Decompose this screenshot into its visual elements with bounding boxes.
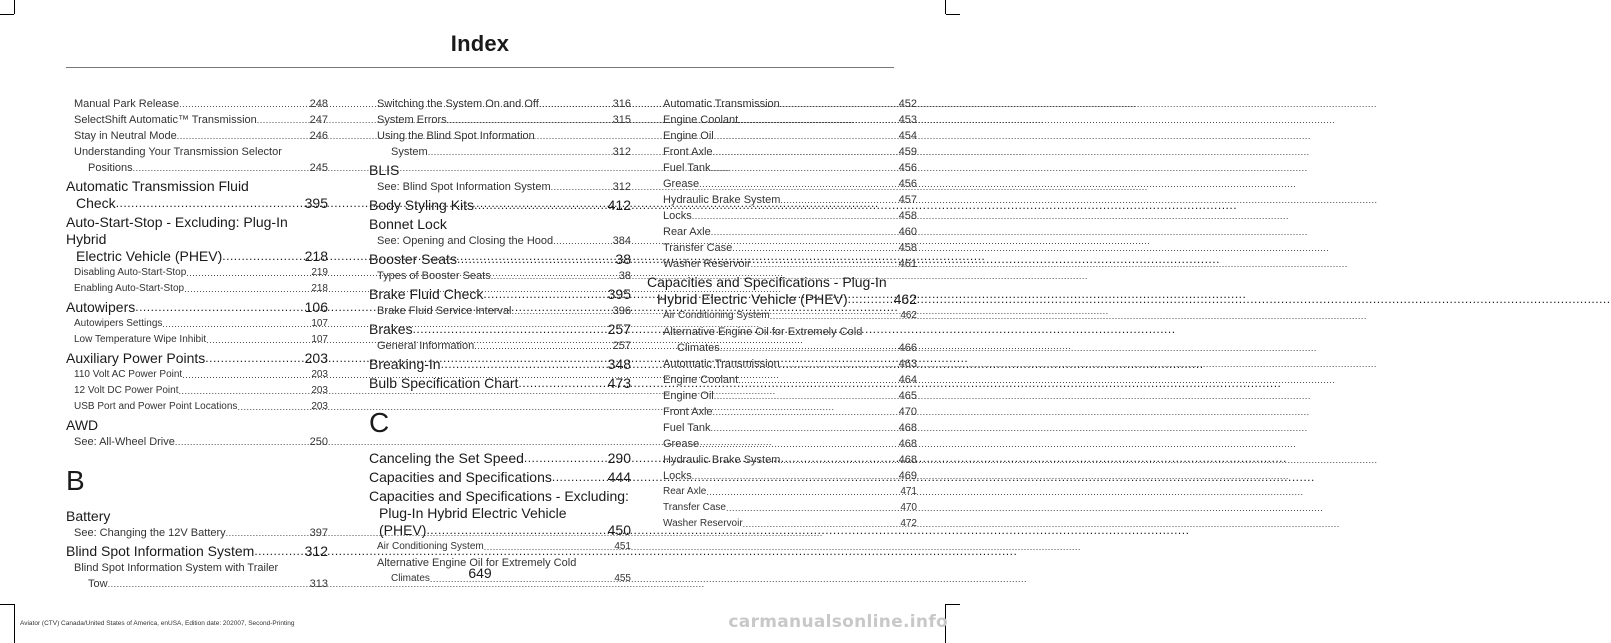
index-entry[interactable]: Switching the System On and Off ..... 316 — [369, 96, 631, 112]
index-entry[interactable]: Washer Reservoir ..... 472 — [655, 516, 917, 532]
index-column-2 — [369, 96, 631, 587]
index-heading: Capacities and Specifications - Plug-In — [647, 274, 887, 290]
crop-mark — [946, 14, 960, 15]
page-number: 649 — [468, 565, 492, 581]
index-entry-label: Blind Spot Information System with Trailer — [74, 562, 279, 574]
title-rule — [66, 67, 894, 68]
index-heading: Battery — [66, 508, 111, 524]
index-heading: Bonnet Lock — [369, 216, 447, 232]
index-heading: Auto-Start-Stop - Excluding: Plug-In Hybrid — [66, 214, 288, 247]
index-entry[interactable]: Tow ..... 313 — [66, 576, 328, 592]
index-entry[interactable]: Engine Oil ..... 454 — [655, 128, 917, 144]
index-entry[interactable]: Air Conditioning System ..... 462 — [655, 308, 917, 324]
index-heading: Automatic Transmission Fluid — [66, 178, 249, 194]
index-entry[interactable]: Autowipers Settings ..... 107 — [66, 316, 328, 332]
index-entry[interactable]: Rear Axle ..... 471 — [655, 484, 917, 500]
index-entry[interactable]: Hybrid Electric Vehicle (PHEV) ..... 462 — [655, 291, 917, 308]
index-entry[interactable]: Capacities and Specifications ..... 444 — [369, 469, 631, 486]
index-entry[interactable]: Fuel Tank ..... 468 — [655, 420, 917, 436]
index-entry[interactable]: System ..... 312 — [369, 144, 631, 160]
crop-mark — [945, 0, 946, 14]
index-entry[interactable]: SelectShift Automatic™ Transmission ..... 247 — [66, 112, 328, 128]
section-letter: B — [66, 465, 85, 496]
index-entry[interactable]: System Errors ..... 315 — [369, 112, 631, 128]
index-entry[interactable]: Body Styling Kits ..... 412 — [369, 197, 631, 214]
index-entry[interactable]: 110 Volt AC Power Point ..... 203 — [66, 367, 328, 383]
index-entry[interactable]: Hydraulic Brake System ..... 468 — [655, 452, 917, 468]
index-heading: Capacities and Specifications - Excluding: — [369, 488, 629, 504]
index-entry[interactable]: Engine Oil ..... 465 — [655, 388, 917, 404]
index-entry[interactable]: Positions ..... 245 — [66, 160, 328, 176]
index-entry-label: Understanding Your Transmission Selector — [74, 146, 282, 158]
index-entry[interactable]: Transfer Case ..... 470 — [655, 500, 917, 516]
index-entry[interactable]: Front Axle ..... 459 — [655, 144, 917, 160]
page-title: Index — [450, 31, 510, 56]
index-entry[interactable]: Check ..... 395 — [66, 195, 328, 212]
index-entry[interactable]: Stay in Neutral Mode ..... 246 — [66, 128, 328, 144]
crop-mark — [946, 604, 960, 605]
index-entry[interactable]: Autowipers ..... 106 — [66, 299, 328, 316]
index-entry[interactable]: Auxiliary Power Points ..... 203 — [66, 350, 328, 367]
index-entry-label: Using the Blind Spot Information — [377, 130, 535, 142]
index-entry[interactable]: Engine Coolant ..... 464 — [655, 372, 917, 388]
crop-mark — [14, 0, 15, 14]
edition-footer: Aviator (CTV) Canada/United States of America, enUSA, Edition date: 202007, Second-Printing — [20, 620, 295, 627]
index-entry[interactable]: Locks ..... 458 — [655, 208, 917, 224]
index-entry[interactable]: Automatic Transmission ..... 463 — [655, 356, 917, 372]
crop-mark — [0, 604, 14, 605]
index-entry[interactable]: Enabling Auto-Start-Stop ..... 218 — [66, 281, 328, 297]
index-entry[interactable]: Front Axle ..... 470 — [655, 404, 917, 420]
index-entry[interactable]: Canceling the Set Speed ..... 290 — [369, 450, 631, 467]
index-entry[interactable]: Electric Vehicle (PHEV) ..... 218 — [66, 248, 328, 265]
index-entry[interactable]: Bulb Specification Chart ..... 473 — [369, 375, 631, 392]
index-entry[interactable]: Blind Spot Information System ..... 312 — [66, 543, 328, 560]
index-entry[interactable]: Grease ..... 456 — [655, 176, 917, 192]
index-entry[interactable]: USB Port and Power Point Locations ..... 203 — [66, 399, 328, 415]
index-entry[interactable]: See: Blind Spot Information System ..... 312 — [369, 179, 631, 195]
index-entry-label: Alternative Engine Oil for Extremely Cold — [663, 326, 863, 338]
index-entry[interactable]: Brake Fluid Check ..... 395 — [369, 286, 631, 303]
crop-mark — [0, 14, 14, 15]
crop-mark — [14, 604, 15, 643]
index-entry[interactable]: Rear Axle ..... 460 — [655, 224, 917, 240]
index-entry[interactable]: Booster Seats ..... 38 — [369, 251, 631, 268]
index-entry[interactable]: Grease ..... 468 — [655, 436, 917, 452]
watermark: carmanualsonline.info — [728, 612, 948, 632]
index-entry[interactable]: Manual Park Release ..... 248 — [66, 96, 328, 112]
index-entry-label: Alternative Engine Oil for Extremely Cold — [377, 557, 577, 569]
index-entry[interactable]: 12 Volt DC Power Point ..... 203 — [66, 383, 328, 399]
index-entry[interactable]: Engine Coolant ..... 453 — [655, 112, 917, 128]
index-entry[interactable]: Climates ..... 466 — [655, 340, 917, 356]
index-entry[interactable]: Breaking-In ..... 348 — [369, 356, 631, 373]
index-entry[interactable]: See: Opening and Closing the Hood ..... 384 — [369, 233, 631, 249]
index-heading: BLIS — [369, 162, 400, 178]
index-heading: AWD — [66, 417, 99, 433]
index-entry[interactable]: Climates ..... 455 — [369, 571, 631, 587]
index-entry[interactable]: (PHEV) ..... 450 — [369, 522, 631, 539]
index-entry[interactable]: Low Temperature Wipe Inhibit ..... 107 — [66, 332, 328, 348]
index-entry[interactable]: See: Changing the 12V Battery ..... 397 — [66, 525, 328, 541]
index-entry[interactable]: Washer Reservoir ..... 461 — [655, 256, 917, 272]
index-entry[interactable]: Hydraulic Brake System ..... 457 — [655, 192, 917, 208]
index-entry[interactable]: Transfer Case ..... 458 — [655, 240, 917, 256]
index-entry[interactable]: Types of Booster Seats ..... 38 — [369, 268, 631, 284]
index-column-3 — [647, 96, 917, 532]
index-entry[interactable]: Fuel Tank ..... 456 — [655, 160, 917, 176]
index-heading: Plug-In Hybrid Electric Vehicle — [379, 505, 567, 521]
index-entry[interactable]: Brakes ..... 257 — [369, 321, 631, 338]
index-entry[interactable]: Automatic Transmission ..... 452 — [655, 96, 917, 112]
index-entry[interactable]: Disabling Auto-Start-Stop ..... 219 — [66, 265, 328, 281]
index-entry[interactable]: Air Conditioning System ..... 451 — [369, 539, 631, 555]
index-entry[interactable]: Locks ..... 469 — [655, 468, 917, 484]
section-letter: C — [369, 407, 390, 438]
index-entry[interactable]: General Information ..... 257 — [369, 338, 631, 354]
index-column-1 — [66, 96, 328, 592]
index-entry[interactable]: See: All-Wheel Drive ..... 250 — [66, 434, 328, 450]
index-entry[interactable]: Brake Fluid Service Interval ..... 396 — [369, 303, 631, 319]
